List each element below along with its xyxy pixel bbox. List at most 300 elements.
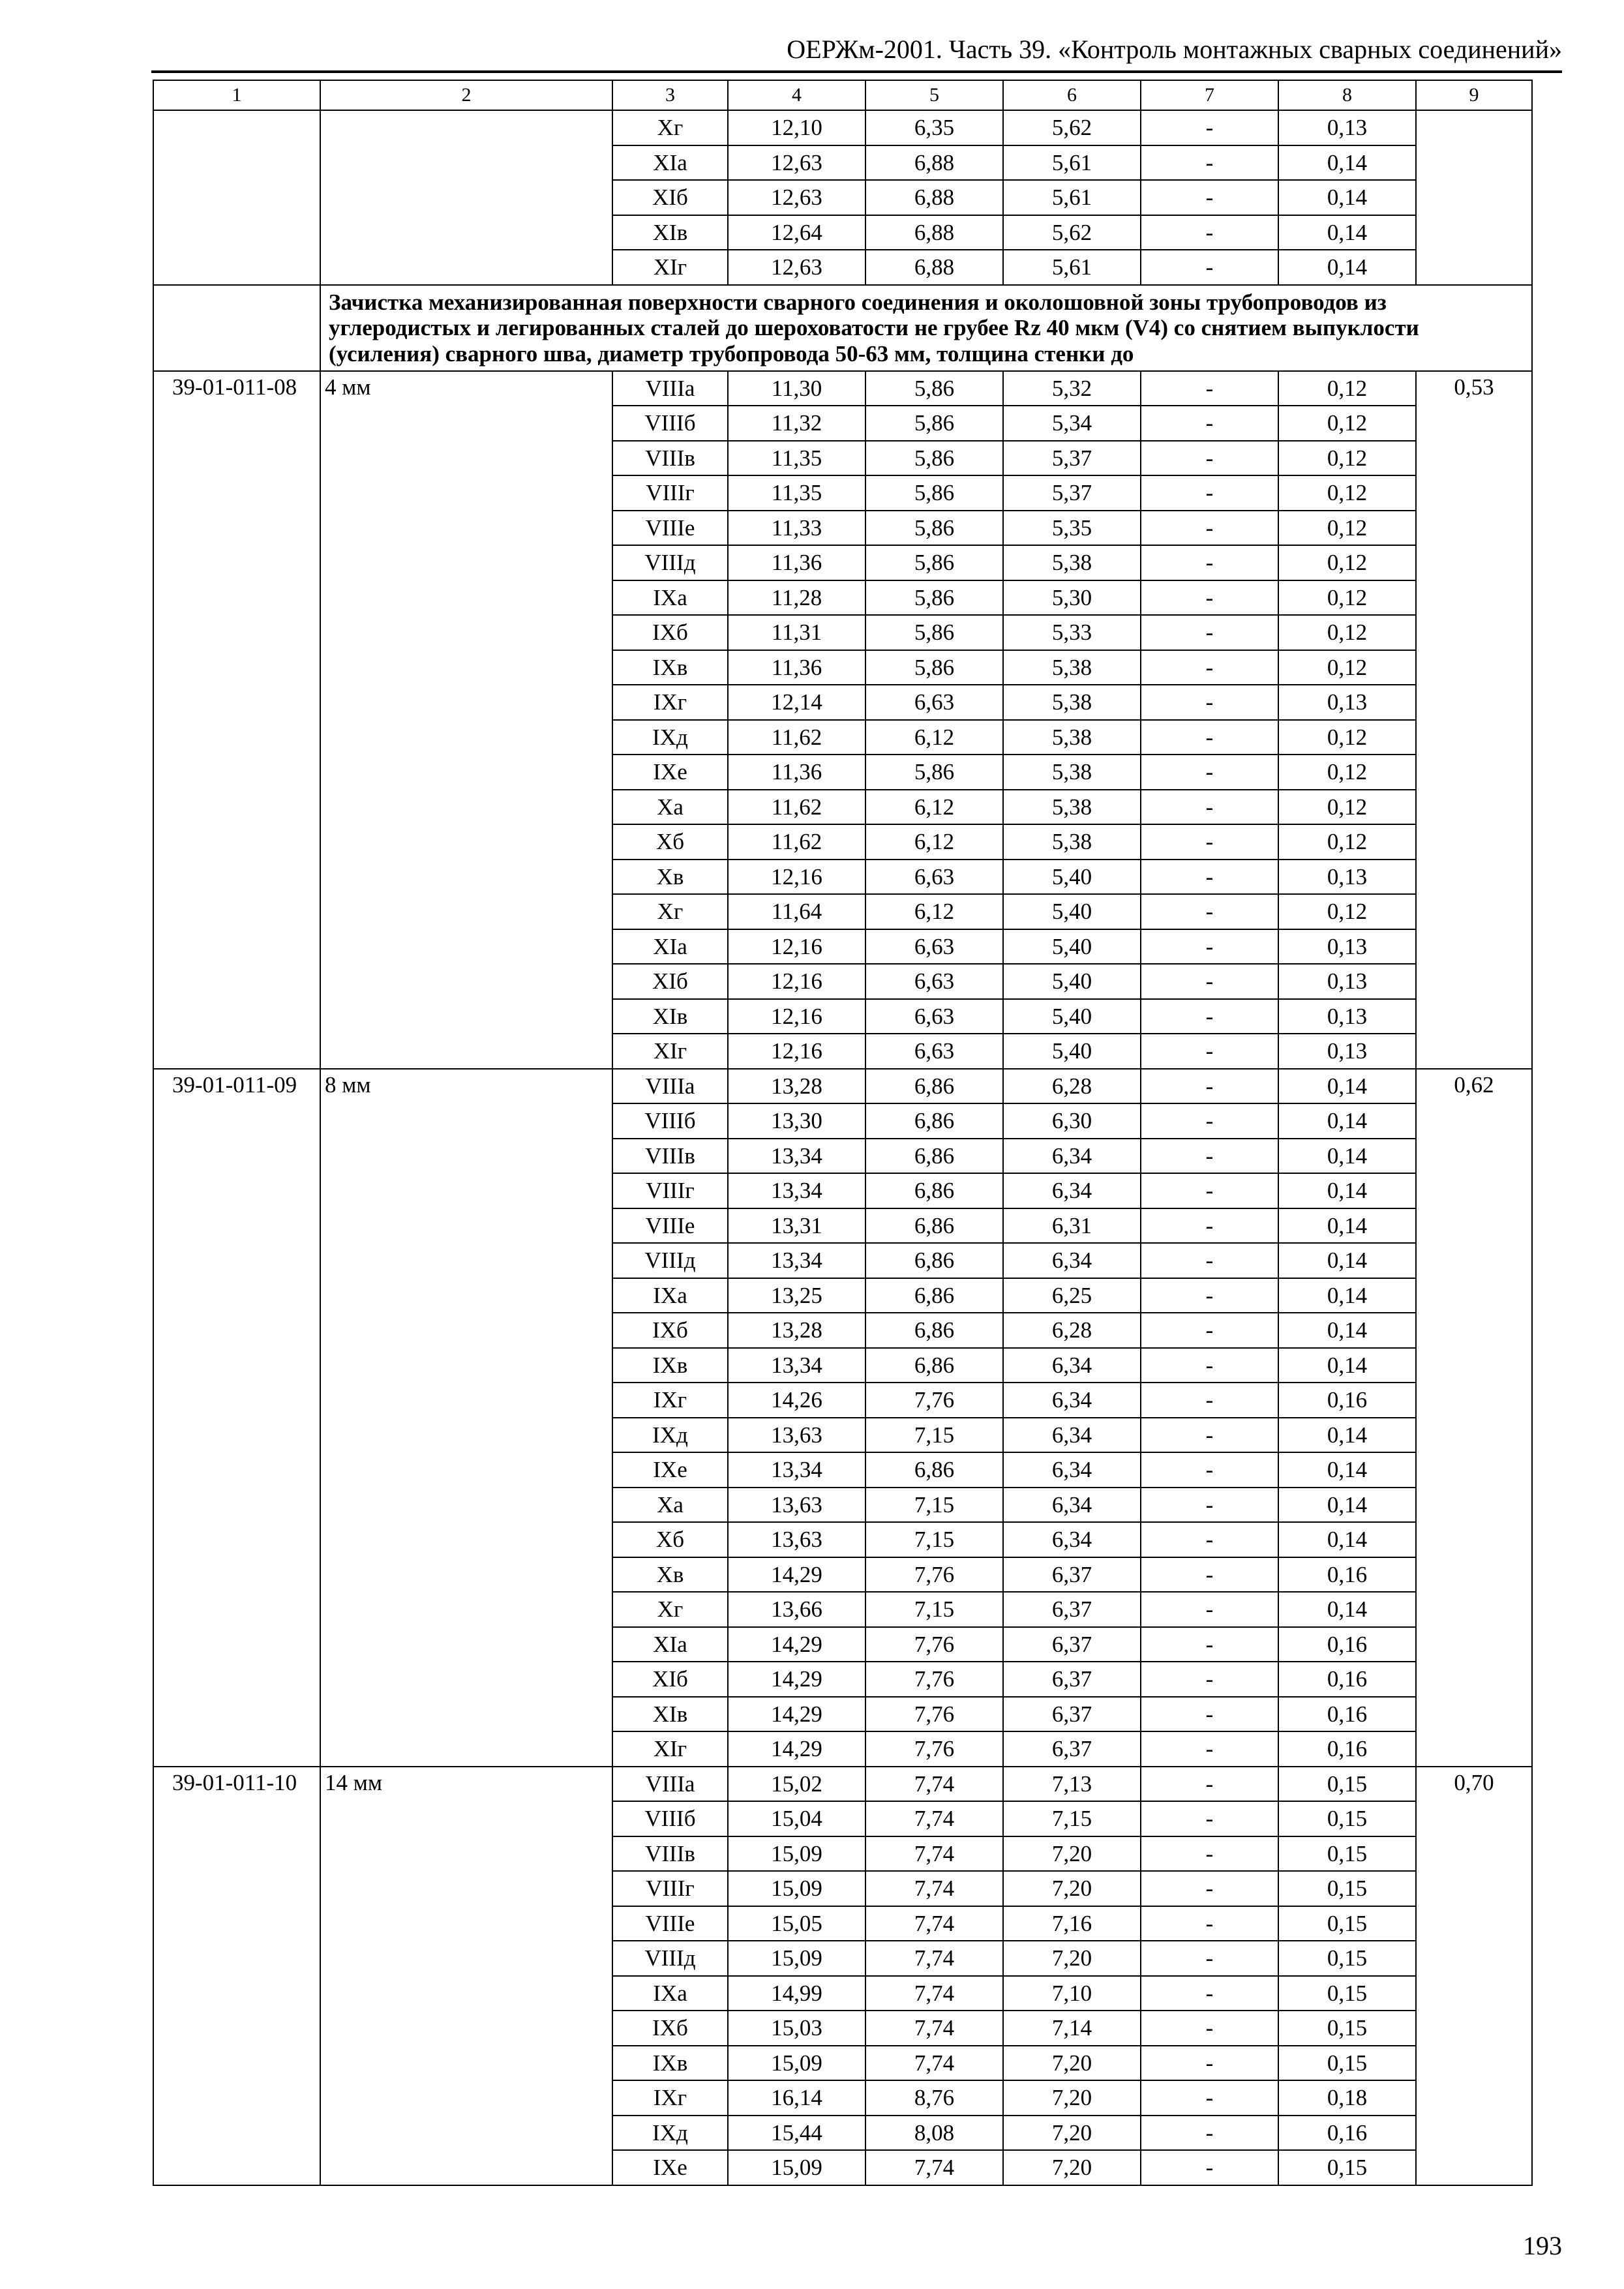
resource-group-cell: XIа bbox=[612, 929, 728, 965]
resource-group-cell: VIIIг bbox=[612, 1173, 728, 1208]
machine-operation-cell: 6,34 bbox=[1003, 1418, 1141, 1453]
norm-code-cell: 39-01-011-08 bbox=[153, 371, 320, 1069]
total-cost-cell: 16,14 bbox=[728, 2080, 865, 2116]
machine-operation-cell: 6,37 bbox=[1003, 1592, 1141, 1627]
total-cost-cell: 13,34 bbox=[728, 1139, 865, 1174]
materials-cell: 0,12 bbox=[1278, 824, 1416, 860]
column-number-cell: 5 bbox=[865, 80, 1003, 110]
total-cost-cell: 15,05 bbox=[728, 1906, 865, 1941]
machine-operation-cell: 5,62 bbox=[1003, 110, 1141, 145]
materials-cell: 0,14 bbox=[1278, 1592, 1416, 1627]
machinist-wages-cell: - bbox=[1141, 790, 1278, 825]
machine-operation-cell: 7,20 bbox=[1003, 1871, 1141, 1906]
machine-operation-cell: 5,33 bbox=[1003, 615, 1141, 650]
machine-operation-cell: 7,20 bbox=[1003, 1836, 1141, 1872]
wages-cell: 7,15 bbox=[865, 1592, 1003, 1627]
wages-cell: 7,74 bbox=[865, 1906, 1003, 1941]
machinist-wages-cell: - bbox=[1141, 1208, 1278, 1244]
resource-group-cell: IXг bbox=[612, 685, 728, 720]
materials-cell: 0,16 bbox=[1278, 1557, 1416, 1593]
column-number-cell: 1 bbox=[153, 80, 320, 110]
total-cost-cell: 11,62 bbox=[728, 824, 865, 860]
resource-group-cell: IXв bbox=[612, 2046, 728, 2081]
machinist-wages-cell: - bbox=[1141, 1139, 1278, 1174]
materials-cell: 0,16 bbox=[1278, 2116, 1416, 2151]
machine-operation-cell: 5,37 bbox=[1003, 475, 1141, 511]
resource-group-cell: VIIIе bbox=[612, 1208, 728, 1244]
total-cost-cell: 11,36 bbox=[728, 755, 865, 790]
machine-operation-cell: 5,38 bbox=[1003, 755, 1141, 790]
machine-operation-cell: 6,34 bbox=[1003, 1522, 1141, 1557]
total-cost-cell: 14,29 bbox=[728, 1627, 865, 1662]
materials-cell: 0,14 bbox=[1278, 180, 1416, 215]
machinist-wages-cell: - bbox=[1141, 650, 1278, 685]
empty-code-cell bbox=[153, 110, 320, 285]
resource-group-cell: Xа bbox=[612, 1488, 728, 1523]
wages-cell: 8,08 bbox=[865, 2116, 1003, 2151]
wages-cell: 6,12 bbox=[865, 824, 1003, 860]
resource-group-cell: XIа bbox=[612, 145, 728, 181]
machinist-wages-cell: - bbox=[1141, 1034, 1278, 1069]
resource-group-cell: IXд bbox=[612, 2116, 728, 2151]
materials-cell: 0,14 bbox=[1278, 1243, 1416, 1278]
materials-cell: 0,12 bbox=[1278, 441, 1416, 476]
machinist-wages-cell: - bbox=[1141, 1069, 1278, 1104]
labor-norm-cell: 0,62 bbox=[1416, 1069, 1532, 1767]
resource-group-cell: IXе bbox=[612, 1452, 728, 1488]
resource-group-cell: VIIIа bbox=[612, 1069, 728, 1104]
machine-operation-cell: 5,62 bbox=[1003, 215, 1141, 250]
wages-cell: 7,74 bbox=[865, 1801, 1003, 1836]
wages-cell: 7,76 bbox=[865, 1731, 1003, 1767]
wages-cell: 7,76 bbox=[865, 1557, 1003, 1593]
wages-cell: 7,76 bbox=[865, 1697, 1003, 1732]
resource-group-cell: XIг bbox=[612, 1034, 728, 1069]
machinist-wages-cell: - bbox=[1141, 511, 1278, 546]
resource-group-cell: IXв bbox=[612, 650, 728, 685]
resource-group-cell: VIIIд bbox=[612, 1243, 728, 1278]
machine-operation-cell: 6,37 bbox=[1003, 1627, 1141, 1662]
resource-group-cell: VIIIд bbox=[612, 545, 728, 580]
materials-cell: 0,12 bbox=[1278, 615, 1416, 650]
wages-cell: 5,86 bbox=[865, 371, 1003, 406]
column-number-row bbox=[153, 80, 1532, 110]
resource-group-cell: IXа bbox=[612, 580, 728, 616]
wages-cell: 5,86 bbox=[865, 755, 1003, 790]
resource-group-cell: VIIIа bbox=[612, 371, 728, 406]
wages-cell: 5,86 bbox=[865, 406, 1003, 441]
wages-cell: 6,86 bbox=[865, 1103, 1003, 1139]
total-cost-cell: 15,02 bbox=[728, 1767, 865, 1802]
materials-cell: 0,15 bbox=[1278, 1941, 1416, 1976]
machinist-wages-cell: - bbox=[1141, 685, 1278, 720]
total-cost-cell: 14,29 bbox=[728, 1697, 865, 1732]
total-cost-cell: 11,36 bbox=[728, 650, 865, 685]
materials-cell: 0,12 bbox=[1278, 511, 1416, 546]
resource-group-cell: XIб bbox=[612, 964, 728, 999]
total-cost-cell: 12,16 bbox=[728, 860, 865, 895]
machine-operation-cell: 7,16 bbox=[1003, 1906, 1141, 1941]
machinist-wages-cell: - bbox=[1141, 894, 1278, 929]
machine-operation-cell: 6,28 bbox=[1003, 1313, 1141, 1348]
total-cost-cell: 13,31 bbox=[728, 1208, 865, 1244]
machine-operation-cell: 6,25 bbox=[1003, 1278, 1141, 1313]
total-cost-cell: 15,09 bbox=[728, 2150, 865, 2185]
section-heading-row bbox=[153, 285, 1532, 371]
column-number-cell: 6 bbox=[1003, 80, 1141, 110]
materials-cell: 0,13 bbox=[1278, 999, 1416, 1034]
machine-operation-cell: 5,30 bbox=[1003, 580, 1141, 616]
machine-operation-cell: 7,20 bbox=[1003, 2116, 1141, 2151]
wages-cell: 5,86 bbox=[865, 545, 1003, 580]
machine-operation-cell: 6,37 bbox=[1003, 1557, 1141, 1593]
machinist-wages-cell: - bbox=[1141, 441, 1278, 476]
total-cost-cell: 11,36 bbox=[728, 545, 865, 580]
total-cost-cell: 13,34 bbox=[728, 1348, 865, 1383]
materials-cell: 0,15 bbox=[1278, 1767, 1416, 1802]
machine-operation-cell: 6,34 bbox=[1003, 1488, 1141, 1523]
wages-cell: 7,74 bbox=[865, 1767, 1003, 1802]
machinist-wages-cell: - bbox=[1141, 2011, 1278, 2046]
wages-cell: 7,74 bbox=[865, 1941, 1003, 1976]
materials-cell: 0,13 bbox=[1278, 860, 1416, 895]
machinist-wages-cell: - bbox=[1141, 1976, 1278, 2011]
machine-operation-cell: 7,20 bbox=[1003, 1941, 1141, 1976]
table-row bbox=[153, 1069, 1532, 1104]
wages-cell: 7,74 bbox=[865, 1976, 1003, 2011]
resource-group-cell: IXб bbox=[612, 615, 728, 650]
wages-cell: 6,86 bbox=[865, 1208, 1003, 1244]
resource-group-cell: IXд bbox=[612, 720, 728, 755]
machinist-wages-cell: - bbox=[1141, 1697, 1278, 1732]
wages-cell: 6,86 bbox=[865, 1452, 1003, 1488]
machinist-wages-cell: - bbox=[1141, 1383, 1278, 1418]
machine-operation-cell: 5,37 bbox=[1003, 441, 1141, 476]
machine-operation-cell: 6,30 bbox=[1003, 1103, 1141, 1139]
total-cost-cell: 14,99 bbox=[728, 1976, 865, 2011]
machinist-wages-cell: - bbox=[1141, 824, 1278, 860]
machinist-wages-cell: - bbox=[1141, 1906, 1278, 1941]
table-row bbox=[153, 371, 1532, 406]
machine-operation-cell: 7,13 bbox=[1003, 1767, 1141, 1802]
machinist-wages-cell: - bbox=[1141, 180, 1278, 215]
wages-cell: 6,86 bbox=[865, 1313, 1003, 1348]
machinist-wages-cell: - bbox=[1141, 860, 1278, 895]
total-cost-cell: 12,63 bbox=[728, 180, 865, 215]
wages-cell: 6,86 bbox=[865, 1069, 1003, 1104]
materials-cell: 0,14 bbox=[1278, 145, 1416, 181]
machine-operation-cell: 5,38 bbox=[1003, 685, 1141, 720]
materials-cell: 0,12 bbox=[1278, 475, 1416, 511]
machine-operation-cell: 5,32 bbox=[1003, 371, 1141, 406]
wages-cell: 7,76 bbox=[865, 1662, 1003, 1697]
materials-cell: 0,12 bbox=[1278, 650, 1416, 685]
materials-cell: 0,16 bbox=[1278, 1627, 1416, 1662]
machine-operation-cell: 5,40 bbox=[1003, 999, 1141, 1034]
machine-operation-cell: 7,15 bbox=[1003, 1801, 1141, 1836]
resource-group-cell: XIв bbox=[612, 215, 728, 250]
wages-cell: 6,63 bbox=[865, 929, 1003, 965]
resource-group-cell: VIIIв bbox=[612, 1836, 728, 1872]
resource-group-cell: IXв bbox=[612, 1348, 728, 1383]
machine-operation-cell: 7,10 bbox=[1003, 1976, 1141, 2011]
materials-cell: 0,13 bbox=[1278, 1034, 1416, 1069]
machine-operation-cell: 5,38 bbox=[1003, 650, 1141, 685]
total-cost-cell: 13,28 bbox=[728, 1313, 865, 1348]
wages-cell: 6,63 bbox=[865, 999, 1003, 1034]
total-cost-cell: 12,63 bbox=[728, 145, 865, 181]
machine-operation-cell: 6,34 bbox=[1003, 1139, 1141, 1174]
column-number-cell: 9 bbox=[1416, 80, 1532, 110]
wages-cell: 7,76 bbox=[865, 1627, 1003, 1662]
wages-cell: 6,88 bbox=[865, 180, 1003, 215]
wall-thickness-cell: 4 мм bbox=[320, 371, 612, 1069]
wages-cell: 7,15 bbox=[865, 1418, 1003, 1453]
machinist-wages-cell: - bbox=[1141, 964, 1278, 999]
resource-group-cell: Xб bbox=[612, 824, 728, 860]
machinist-wages-cell: - bbox=[1141, 1522, 1278, 1557]
table-row bbox=[153, 110, 1532, 145]
machine-operation-cell: 5,38 bbox=[1003, 790, 1141, 825]
column-number-cell: 3 bbox=[612, 80, 728, 110]
machine-operation-cell: 5,40 bbox=[1003, 894, 1141, 929]
machinist-wages-cell: - bbox=[1141, 1871, 1278, 1906]
machinist-wages-cell: - bbox=[1141, 1278, 1278, 1313]
materials-cell: 0,15 bbox=[1278, 2150, 1416, 2185]
total-cost-cell: 13,34 bbox=[728, 1452, 865, 1488]
machinist-wages-cell: - bbox=[1141, 1941, 1278, 1976]
resource-group-cell: IXе bbox=[612, 755, 728, 790]
resource-group-cell: XIв bbox=[612, 1697, 728, 1732]
resource-group-cell: IXб bbox=[612, 1313, 728, 1348]
materials-cell: 0,15 bbox=[1278, 2046, 1416, 2081]
machine-operation-cell: 6,37 bbox=[1003, 1662, 1141, 1697]
wages-cell: 6,12 bbox=[865, 894, 1003, 929]
total-cost-cell: 15,09 bbox=[728, 1871, 865, 1906]
machinist-wages-cell: - bbox=[1141, 145, 1278, 181]
machinist-wages-cell: - bbox=[1141, 406, 1278, 441]
wages-cell: 5,86 bbox=[865, 441, 1003, 476]
total-cost-cell: 14,26 bbox=[728, 1383, 865, 1418]
resource-group-cell: VIIIе bbox=[612, 1906, 728, 1941]
total-cost-cell: 12,63 bbox=[728, 250, 865, 285]
machinist-wages-cell: - bbox=[1141, 1418, 1278, 1453]
machine-operation-cell: 6,31 bbox=[1003, 1208, 1141, 1244]
wages-cell: 6,63 bbox=[865, 964, 1003, 999]
wages-cell: 7,74 bbox=[865, 2011, 1003, 2046]
materials-cell: 0,12 bbox=[1278, 720, 1416, 755]
norm-code-cell: 39-01-011-09 bbox=[153, 1069, 320, 1767]
machinist-wages-cell: - bbox=[1141, 1557, 1278, 1593]
materials-cell: 0,12 bbox=[1278, 580, 1416, 616]
resource-group-cell: VIIIе bbox=[612, 511, 728, 546]
total-cost-cell: 11,31 bbox=[728, 615, 865, 650]
resource-group-cell: XIб bbox=[612, 180, 728, 215]
machinist-wages-cell: - bbox=[1141, 1592, 1278, 1627]
total-cost-cell: 15,44 bbox=[728, 2116, 865, 2151]
machine-operation-cell: 5,40 bbox=[1003, 860, 1141, 895]
machinist-wages-cell: - bbox=[1141, 215, 1278, 250]
document-header-title: ОЕРЖм-2001. Часть 39. «Контроль монтажных сварных соединений» bbox=[787, 35, 1562, 64]
materials-cell: 0,13 bbox=[1278, 110, 1416, 145]
total-cost-cell: 11,35 bbox=[728, 441, 865, 476]
wages-cell: 7,74 bbox=[865, 1836, 1003, 1872]
machine-operation-cell: 7,20 bbox=[1003, 2150, 1141, 2185]
section-title: Зачистка механизированная поверхности сварного соединения и околошовной зоны трубопроводов из углеродистых и легированных сталей до шероховатости не грубее Rz 40 мкм (V4) со снятием выпуклости (усиления) сварного шва, диаметр трубопровода 50-63 мм, толщина стенки до bbox=[320, 285, 1532, 371]
resource-group-cell: VIIIд bbox=[612, 1941, 728, 1976]
machinist-wages-cell: - bbox=[1141, 475, 1278, 511]
materials-cell: 0,12 bbox=[1278, 545, 1416, 580]
machine-operation-cell: 5,40 bbox=[1003, 929, 1141, 965]
resource-group-cell: IXа bbox=[612, 1976, 728, 2011]
machinist-wages-cell: - bbox=[1141, 371, 1278, 406]
machine-operation-cell: 6,37 bbox=[1003, 1697, 1141, 1732]
materials-cell: 0,15 bbox=[1278, 1801, 1416, 1836]
resource-group-cell: XIа bbox=[612, 1627, 728, 1662]
wages-cell: 7,74 bbox=[865, 2150, 1003, 2185]
materials-cell: 0,12 bbox=[1278, 790, 1416, 825]
page-number: 193 bbox=[1523, 2231, 1562, 2260]
machinist-wages-cell: - bbox=[1141, 1627, 1278, 1662]
total-cost-cell: 12,16 bbox=[728, 999, 865, 1034]
machinist-wages-cell: - bbox=[1141, 545, 1278, 580]
wages-cell: 7,15 bbox=[865, 1488, 1003, 1523]
header-divider bbox=[151, 70, 1562, 73]
resource-group-cell: VIIIб bbox=[612, 1103, 728, 1139]
total-cost-cell: 12,14 bbox=[728, 685, 865, 720]
total-cost-cell: 15,09 bbox=[728, 1836, 865, 1872]
machine-operation-cell: 7,20 bbox=[1003, 2046, 1141, 2081]
total-cost-cell: 11,35 bbox=[728, 475, 865, 511]
resource-group-cell: Xг bbox=[612, 894, 728, 929]
column-number-cell: 7 bbox=[1141, 80, 1278, 110]
total-cost-cell: 13,28 bbox=[728, 1069, 865, 1104]
resource-group-cell: IXг bbox=[612, 2080, 728, 2116]
labor-norm-cell: 0,70 bbox=[1416, 1767, 1532, 2185]
materials-cell: 0,14 bbox=[1278, 1208, 1416, 1244]
total-cost-cell: 11,33 bbox=[728, 511, 865, 546]
resource-group-cell: VIIIв bbox=[612, 1139, 728, 1174]
total-cost-cell: 13,63 bbox=[728, 1488, 865, 1523]
labor-norm-cell: 0,53 bbox=[1416, 371, 1532, 1069]
resource-group-cell: IXа bbox=[612, 1278, 728, 1313]
total-cost-cell: 11,64 bbox=[728, 894, 865, 929]
total-cost-cell: 14,29 bbox=[728, 1557, 865, 1593]
total-cost-cell: 13,25 bbox=[728, 1278, 865, 1313]
resource-group-cell: XIг bbox=[612, 1731, 728, 1767]
wages-cell: 6,63 bbox=[865, 685, 1003, 720]
machinist-wages-cell: - bbox=[1141, 1348, 1278, 1383]
resource-group-cell: Xв bbox=[612, 860, 728, 895]
wages-cell: 6,86 bbox=[865, 1173, 1003, 1208]
materials-cell: 0,14 bbox=[1278, 1103, 1416, 1139]
column-number-cell: 2 bbox=[320, 80, 612, 110]
materials-cell: 0,12 bbox=[1278, 406, 1416, 441]
materials-cell: 0,12 bbox=[1278, 755, 1416, 790]
materials-cell: 0,16 bbox=[1278, 1662, 1416, 1697]
resource-group-cell: Xа bbox=[612, 790, 728, 825]
total-cost-cell: 15,09 bbox=[728, 1941, 865, 1976]
machinist-wages-cell: - bbox=[1141, 1836, 1278, 1872]
total-cost-cell: 13,34 bbox=[728, 1173, 865, 1208]
materials-cell: 0,16 bbox=[1278, 1731, 1416, 1767]
machine-operation-cell: 6,34 bbox=[1003, 1348, 1141, 1383]
machine-operation-cell: 5,34 bbox=[1003, 406, 1141, 441]
machine-operation-cell: 6,34 bbox=[1003, 1383, 1141, 1418]
machine-operation-cell: 7,14 bbox=[1003, 2011, 1141, 2046]
resource-group-cell: VIIIг bbox=[612, 475, 728, 511]
machinist-wages-cell: - bbox=[1141, 2046, 1278, 2081]
machine-operation-cell: 6,37 bbox=[1003, 1731, 1141, 1767]
materials-cell: 0,15 bbox=[1278, 1906, 1416, 1941]
resource-group-cell: IXг bbox=[612, 1383, 728, 1418]
resource-group-cell: VIIIа bbox=[612, 1767, 728, 1802]
total-cost-cell: 12,10 bbox=[728, 110, 865, 145]
empty-norm-cell bbox=[1416, 110, 1532, 285]
total-cost-cell: 15,04 bbox=[728, 1801, 865, 1836]
machinist-wages-cell: - bbox=[1141, 1801, 1278, 1836]
column-number-cell: 8 bbox=[1278, 80, 1416, 110]
materials-cell: 0,13 bbox=[1278, 964, 1416, 999]
empty-thickness-cell bbox=[320, 110, 612, 285]
machinist-wages-cell: - bbox=[1141, 1103, 1278, 1139]
total-cost-cell: 11,62 bbox=[728, 790, 865, 825]
materials-cell: 0,14 bbox=[1278, 215, 1416, 250]
materials-cell: 0,14 bbox=[1278, 1139, 1416, 1174]
machine-operation-cell: 5,40 bbox=[1003, 964, 1141, 999]
resource-group-cell: XIб bbox=[612, 1662, 728, 1697]
wages-cell: 7,74 bbox=[865, 2046, 1003, 2081]
machinist-wages-cell: - bbox=[1141, 2080, 1278, 2116]
machinist-wages-cell: - bbox=[1141, 580, 1278, 616]
materials-cell: 0,14 bbox=[1278, 1313, 1416, 1348]
materials-cell: 0,15 bbox=[1278, 2011, 1416, 2046]
wall-thickness-cell: 8 мм bbox=[320, 1069, 612, 1767]
materials-cell: 0,16 bbox=[1278, 1697, 1416, 1732]
wages-cell: 7,76 bbox=[865, 1383, 1003, 1418]
wages-cell: 7,15 bbox=[865, 1522, 1003, 1557]
materials-cell: 0,12 bbox=[1278, 894, 1416, 929]
machinist-wages-cell: - bbox=[1141, 2150, 1278, 2185]
materials-cell: 0,14 bbox=[1278, 250, 1416, 285]
machine-operation-cell: 6,34 bbox=[1003, 1452, 1141, 1488]
resource-group-cell: Xб bbox=[612, 1522, 728, 1557]
wages-cell: 6,88 bbox=[865, 215, 1003, 250]
machine-operation-cell: 5,61 bbox=[1003, 250, 1141, 285]
machine-operation-cell: 6,28 bbox=[1003, 1069, 1141, 1104]
wages-cell: 8,76 bbox=[865, 2080, 1003, 2116]
norm-code-cell: 39-01-011-10 bbox=[153, 1767, 320, 2185]
materials-cell: 0,14 bbox=[1278, 1488, 1416, 1523]
wages-cell: 6,86 bbox=[865, 1243, 1003, 1278]
wall-thickness-cell: 14 мм bbox=[320, 1767, 612, 2185]
materials-cell: 0,13 bbox=[1278, 685, 1416, 720]
machinist-wages-cell: - bbox=[1141, 755, 1278, 790]
column-number-cell: 4 bbox=[728, 80, 865, 110]
materials-cell: 0,15 bbox=[1278, 1871, 1416, 1906]
machine-operation-cell: 6,34 bbox=[1003, 1243, 1141, 1278]
materials-cell: 0,14 bbox=[1278, 1069, 1416, 1104]
machinist-wages-cell: - bbox=[1141, 1452, 1278, 1488]
materials-cell: 0,14 bbox=[1278, 1348, 1416, 1383]
materials-cell: 0,13 bbox=[1278, 929, 1416, 965]
total-cost-cell: 14,29 bbox=[728, 1731, 865, 1767]
machinist-wages-cell: - bbox=[1141, 1243, 1278, 1278]
resource-group-cell: Xг bbox=[612, 1592, 728, 1627]
machinist-wages-cell: - bbox=[1141, 720, 1278, 755]
wages-cell: 6,63 bbox=[865, 860, 1003, 895]
machinist-wages-cell: - bbox=[1141, 999, 1278, 1034]
